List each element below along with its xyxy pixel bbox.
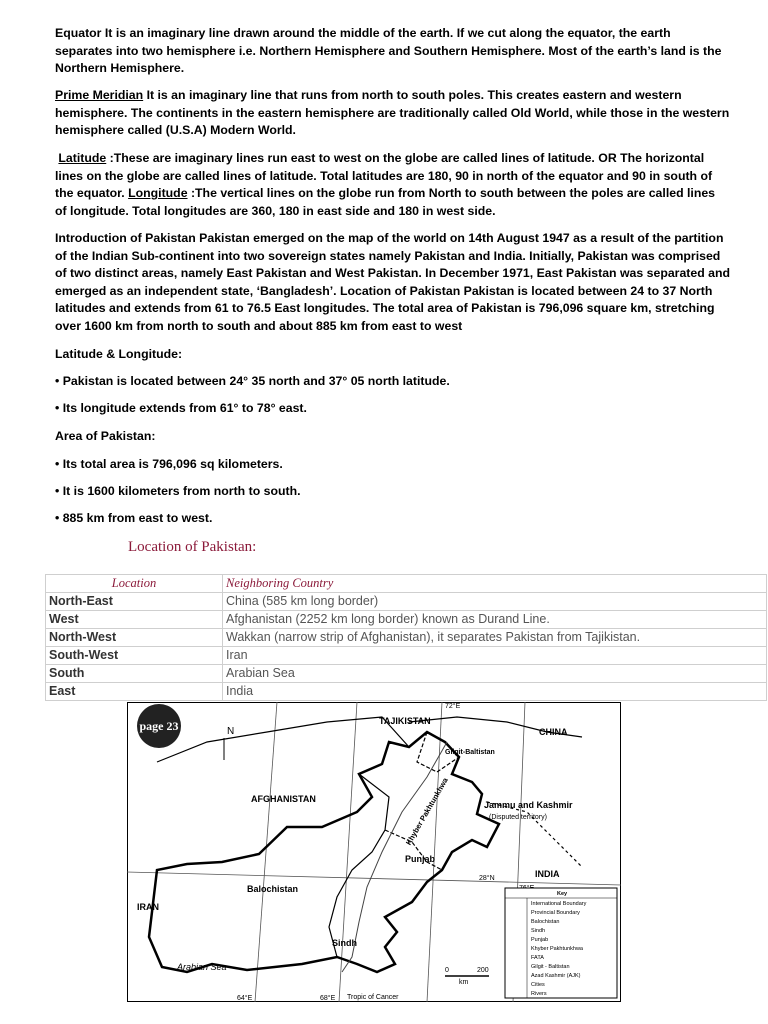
column-header-country: Neighboring Country	[223, 575, 767, 593]
map-key	[505, 888, 617, 998]
key-item: Rivers	[531, 991, 547, 997]
label-lon-64: 64°E	[237, 995, 253, 1002]
label-balochistan: Balochistan	[247, 884, 299, 894]
key-title: Key	[557, 891, 568, 897]
label-china: CHINA	[539, 727, 568, 737]
label-lon-72: 72°E	[445, 703, 461, 710]
country-cell: China (585 km long border)	[223, 593, 767, 611]
latitude-longitude-paragraph	[55, 150, 730, 220]
table-row	[46, 683, 767, 701]
label-afghanistan: AFGHANISTAN	[251, 794, 316, 804]
key-item: FATA	[531, 955, 544, 961]
location-cell: West	[46, 611, 223, 629]
table-row	[46, 647, 767, 665]
scale-0: 0	[445, 967, 449, 974]
pakistan-map	[127, 702, 621, 1002]
label-gilgit-baltistan: Gilgit-Baltistan	[445, 749, 495, 756]
key-item: International Boundary	[531, 901, 587, 907]
table-header-row	[46, 575, 767, 593]
latlong-bullet-2: • Its longitude extends from 61° to 78° east.	[55, 401, 307, 415]
location-cell: North-West	[46, 629, 223, 647]
table-row	[46, 629, 767, 647]
key-item: Balochistan	[531, 919, 560, 925]
area-bullet-2: • It is 1600 kilometers from north to south.	[55, 484, 301, 498]
label-tropic-of-cancer: Tropic of Cancer	[347, 994, 399, 1001]
table-row	[46, 593, 767, 611]
location-cell: South	[46, 665, 223, 683]
area-bullet-3: • 885 km from east to west.	[55, 511, 213, 525]
prime-meridian-paragraph	[55, 87, 730, 140]
label-tajikistan: TAJIKISTAN	[379, 716, 431, 726]
introduction-text: Introduction of Pakistan Pakistan emerged on the map of the world on 14th August 1947 as a result of the partition of the Indian Sub-continent into two sovereign states namely Pakistan and India. Initially, Pakistan was comprised of two distinct areas, namely East Pakistan and West Pakistan. In December 1971, East Pakistan was separated and emerged as an independent state, ‘Bangladesh’. Location of Pakistan Pakistan is located between 24 to 37 North latitudes and extends from 61 to 76.5 East longitudes. The total area of Pakistan is 796,096 square km, stretching over 1600 km from north to south and about 885 km from east to west	[55, 231, 731, 333]
label-jammu-kashmir: Jammu and Kashmir	[484, 800, 573, 810]
key-item: Gilgit - Baltistan	[531, 964, 570, 970]
label-lon-68: 68°E	[320, 995, 336, 1002]
introduction-paragraph	[55, 230, 730, 336]
key-item: Punjab	[531, 937, 549, 943]
latlong-heading: Latitude & Longitude:	[55, 347, 183, 361]
table-row	[46, 611, 767, 629]
longitude-text: :The vertical lines on the globe run from North to south between the poles are called lines of longitude. Total longitudes are 360, 180 in east side and 180 in west side.	[55, 186, 716, 218]
longitude-term: Longitude	[128, 186, 188, 201]
label-punjab: Punjab	[405, 854, 436, 864]
latitude-term: Latitude	[58, 151, 107, 165]
country-cell: India	[223, 683, 767, 701]
label-lat-28: 28°N	[479, 875, 495, 882]
key-item: Azad Kashmir (AJK)	[531, 973, 581, 979]
latitude-text: :These are imaginary lines run east to west on the globe are called lines of latitude. OR The horizontal lines on the globe are called lines of latitude. Total latitudes are 180, 90 in north of the equator and 90 in south of the equator.	[55, 151, 713, 201]
equator-term: Equator	[55, 26, 102, 40]
label-iran: IRAN	[137, 902, 159, 912]
country-cell: Wakkan (narrow strip of Afghanistan), it separates Pakistan from Tajikistan.	[223, 629, 767, 647]
label-india: INDIA	[535, 869, 560, 879]
label-arabian-sea: Arabian Sea	[177, 962, 227, 972]
column-header-location: Location	[46, 575, 223, 593]
location-cell: East	[46, 683, 223, 701]
table-row	[46, 665, 767, 683]
country-cell: Arabian Sea	[223, 665, 767, 683]
key-item: Provincial Boundary	[531, 910, 580, 916]
label-disputed: (Disputed territory)	[489, 814, 547, 821]
equator-text: It is an imaginary line drawn around the middle of the earth. If we cut along the equator, the earth separates into two hemisphere i.e. Northern Hemisphere and Southern Hemisphere. Most of the earth’s land is the Northern Hemisphere.	[55, 26, 722, 76]
location-cell: North-East	[46, 593, 223, 611]
location-cell: South-West	[46, 647, 223, 665]
latlong-bullet-1: • Pakistan is located between 24° 35 north and 37° 05 north latitude.	[55, 374, 450, 388]
key-item: Khyber Pakhtunkhwa	[531, 946, 583, 952]
key-item: Sindh	[531, 928, 546, 934]
page-stamp-label: page 23	[139, 719, 179, 733]
country-cell: Afghanistan (2252 km long border) known as Durand Line.	[223, 611, 767, 629]
location-title: Location of Pakistan:	[128, 539, 257, 555]
prime-meridian-term: Prime Meridian	[55, 88, 144, 102]
country-cell: Iran	[223, 647, 767, 665]
label-khyber-pakhtunkhwa: Khyber Pakhtunkhwa	[403, 776, 450, 847]
area-bullet-1: • Its total area is 796,096 sq kilometers.	[55, 457, 283, 471]
prime-meridian-text: It is an imaginary line that runs from north to south poles. This creates eastern and western hemisphere. The continents in the eastern hemisphere are traditionally called Old World, while those in the western hemisphere called (U.S.A) Modern World.	[55, 88, 730, 138]
label-sindh: Sindh	[332, 938, 357, 948]
location-table	[45, 574, 767, 701]
scale-unit: km	[459, 979, 469, 986]
scale-200: 200	[477, 967, 489, 974]
north-arrow-label: N	[227, 726, 235, 737]
equator-paragraph	[55, 25, 730, 78]
area-heading: Area of Pakistan:	[55, 429, 156, 443]
key-item: Cities	[531, 982, 545, 988]
